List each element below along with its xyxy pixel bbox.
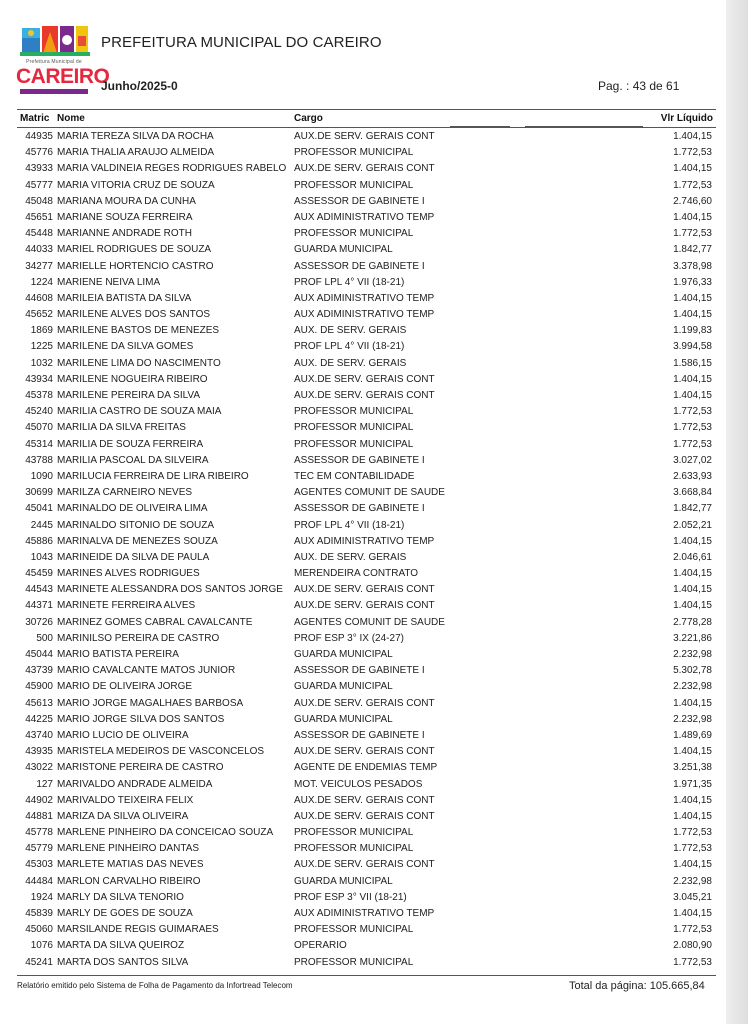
header-rule-mid-a <box>450 126 510 127</box>
cell-cargo: MERENDEIRA CONTRATO <box>294 568 419 580</box>
cell-valor: 1.842,77 <box>673 503 712 515</box>
cell-matric: 45240 <box>25 406 53 418</box>
cell-matric: 45060 <box>25 924 53 936</box>
table-row <box>0 631 726 647</box>
cell-nome: MARINETE ALESSANDRA DOS SANTOS JORGE <box>57 584 283 596</box>
cell-valor: 1.404,15 <box>673 535 712 547</box>
cell-cargo: PROF LPL 4° VII (18-21) <box>294 341 405 353</box>
cell-matric: 45459 <box>25 568 53 580</box>
cell-matric: 1043 <box>30 551 53 563</box>
cell-valor: 1.199,83 <box>673 325 712 337</box>
table-row <box>0 857 726 873</box>
footer-rule <box>17 975 716 976</box>
cell-cargo: AUX.DE SERV. GERAIS CONT <box>294 390 435 401</box>
column-header-valor: Vlr Líquido <box>660 113 713 124</box>
cell-cargo: PROFESSOR MUNICIPAL <box>294 956 414 968</box>
table-row <box>0 744 726 760</box>
cell-matric: 1032 <box>30 357 53 369</box>
cell-nome: MARINILSO PEREIRA DE CASTRO <box>57 632 220 644</box>
cell-matric: 44881 <box>25 810 53 822</box>
table-row <box>0 712 726 728</box>
cell-valor: 1.404,15 <box>673 746 712 758</box>
cell-nome: MARINALDO SITONIO DE SOUZA <box>57 519 215 531</box>
cell-valor: 1.586,15 <box>673 357 712 369</box>
table-row <box>0 291 726 307</box>
cell-cargo: AUX. DE SERV. GERAIS <box>294 357 407 369</box>
cell-valor: 2.778,28 <box>673 616 712 628</box>
cell-matric: 43788 <box>25 454 53 466</box>
table-row <box>0 404 726 420</box>
table-row <box>0 728 726 744</box>
footer-note: Relatório emitido pelo Sistema de Folha de Pagamento da Infortread Telecom <box>17 981 293 990</box>
cell-valor: 1.404,15 <box>673 810 712 822</box>
cell-cargo: GUARDA MUNICIPAL <box>294 681 393 693</box>
cell-matric: 1090 <box>30 470 53 482</box>
cell-matric: 1225 <box>30 341 53 353</box>
cell-nome: MARINALDO DE OLIVEIRA LIMA <box>57 503 208 515</box>
cell-valor: 3.251,38 <box>673 762 712 774</box>
table-row <box>0 129 726 145</box>
cell-nome: MARILENE BASTOS DE MENEZES <box>57 325 220 337</box>
table-row <box>0 372 726 388</box>
cell-cargo: AUX ADIMINISTRATIVO TEMP <box>294 535 435 547</box>
cell-cargo: AUX.DE SERV. GERAIS CONT <box>294 859 435 871</box>
cell-cargo: GUARDA MUNICIPAL <box>294 649 393 660</box>
cell-nome: MARISTELA MEDEIROS DE VASCONCELOS <box>57 746 265 758</box>
cell-nome: MARISTONE PEREIRA DE CASTRO <box>57 762 224 774</box>
cell-valor: 1.976,33 <box>673 276 712 288</box>
cell-valor: 1.404,15 <box>673 163 712 175</box>
cell-nome: MARLENE PINHEIRO DANTAS <box>57 843 200 855</box>
cell-nome: MARIO LUCIO DE OLIVEIRA <box>57 729 189 741</box>
cell-nome: MARIANA MOURA DA CUNHA <box>57 195 196 207</box>
cell-matric: 30699 <box>25 487 53 499</box>
logo-subtitle: Prefeitura Municipal de <box>26 59 82 65</box>
table-row <box>0 566 726 582</box>
cell-matric: 2445 <box>30 519 53 531</box>
table-row <box>0 793 726 809</box>
cell-cargo: PROFESSOR MUNICIPAL <box>294 406 414 418</box>
cell-cargo: ASSESSOR DE GABINETE I <box>294 454 425 466</box>
cell-valor: 2.232,98 <box>673 649 712 660</box>
cell-valor: 2.232,98 <box>673 713 712 725</box>
cell-nome: MARINEZ GOMES CABRAL CAVALCANTE <box>57 616 253 628</box>
cell-cargo: GUARDA MUNICIPAL <box>294 244 393 256</box>
logo-wordmark: CAREIRO <box>16 65 110 88</box>
cell-nome: MARLENE PINHEIRO DA CONCEICAO SOUZA <box>57 827 274 839</box>
table-row <box>0 453 726 469</box>
cell-valor: 3.045,21 <box>673 891 712 903</box>
table-row <box>0 259 726 275</box>
cell-matric: 45448 <box>25 228 53 240</box>
cell-matric: 43934 <box>25 373 53 385</box>
cell-valor: 3.994,58 <box>673 341 712 353</box>
cell-cargo: AGENTE DE ENDEMIAS TEMP <box>294 762 438 774</box>
cell-cargo: AUX.DE SERV. GERAIS CONT <box>294 131 435 142</box>
table-row <box>0 906 726 922</box>
cell-nome: MARILIA DE SOUZA FERREIRA <box>57 438 204 450</box>
cell-nome: MARIO JORGE MAGALHAES BARBOSA <box>57 697 244 709</box>
cell-nome: MARIA VALDINEIA REGES RODRIGUES RABELO <box>57 163 287 175</box>
cell-nome: MARILIA PASCOAL DA SILVEIRA <box>57 454 209 466</box>
cell-cargo: AUX.DE SERV. GERAIS CONT <box>294 697 435 709</box>
cell-cargo: AUX ADIMINISTRATIVO TEMP <box>294 309 435 321</box>
cell-valor: 1.772,53 <box>673 843 712 855</box>
cell-valor: 2.746,60 <box>673 195 712 207</box>
cell-matric: 45041 <box>25 503 53 515</box>
page-total: Total da página: 105.665,84 <box>569 980 705 992</box>
cell-valor: 1.772,53 <box>673 147 712 159</box>
cell-matric: 44033 <box>25 244 53 256</box>
header-rule-mid-b <box>525 126 643 127</box>
cell-cargo: AUX ADIMINISTRATIVO TEMP <box>294 292 435 304</box>
cell-matric: 43740 <box>25 729 53 741</box>
cell-nome: MARILEIA BATISTA DA SILVA <box>57 292 192 304</box>
cell-nome: MARILUCIA FERREIRA DE LIRA RIBEIRO <box>57 470 249 482</box>
table-row <box>0 938 726 954</box>
table-row <box>0 339 726 355</box>
cell-nome: MARIO CAVALCANTE MATOS JUNIOR <box>57 665 236 677</box>
cell-valor: 5.302,78 <box>673 665 712 677</box>
table-row <box>0 615 726 631</box>
cell-valor: 1.772,53 <box>673 406 712 418</box>
column-header-matric: Matric <box>20 113 50 124</box>
cell-nome: MARIVALDO ANDRADE ALMEIDA <box>57 778 213 790</box>
cell-matric: 45652 <box>25 309 53 321</box>
cell-cargo: AUX.DE SERV. GERAIS CONT <box>294 584 435 596</box>
cell-cargo: AUX. DE SERV. GERAIS <box>294 325 407 337</box>
cell-valor: 1.772,53 <box>673 827 712 839</box>
table-row <box>0 955 726 971</box>
cell-cargo: ASSESSOR DE GABINETE I <box>294 195 425 207</box>
cell-nome: MARINALVA DE MENEZES SOUZA <box>57 535 218 547</box>
cell-matric: 43935 <box>25 746 53 758</box>
cell-valor: 2.080,90 <box>673 940 712 952</box>
cell-nome: MARIANE SOUZA FERREIRA <box>57 211 193 223</box>
cell-matric: 45900 <box>25 681 53 693</box>
cell-cargo: PROFESSOR MUNICIPAL <box>294 843 414 855</box>
cell-valor: 1.772,53 <box>673 179 712 191</box>
cell-cargo: AUX.DE SERV. GERAIS CONT <box>294 810 435 822</box>
cell-cargo: PROFESSOR MUNICIPAL <box>294 228 414 240</box>
cell-matric: 45651 <box>25 211 53 223</box>
cell-matric: 44484 <box>25 875 53 887</box>
cell-valor: 2.046,61 <box>673 551 712 563</box>
table-row <box>0 518 726 534</box>
cell-nome: MARINES ALVES RODRIGUES <box>57 568 200 580</box>
table-row <box>0 582 726 598</box>
cell-cargo: AUX.DE SERV. GERAIS CONT <box>294 600 435 612</box>
cell-nome: MARIEL RODRIGUES DE SOUZA <box>57 244 212 256</box>
cell-cargo: PROF LPL 4° VII (18-21) <box>294 519 405 531</box>
cell-cargo: PROF ESP 3° IX (24-27) <box>294 632 404 644</box>
cell-matric: 45839 <box>25 908 53 919</box>
table-row <box>0 242 726 258</box>
table-row <box>0 437 726 453</box>
cell-cargo: PROFESSOR MUNICIPAL <box>294 827 414 839</box>
cell-valor: 1.842,77 <box>673 244 712 256</box>
cell-nome: MARLY DA SILVA TENORIO <box>57 891 184 903</box>
header-rule-bottom <box>17 127 716 128</box>
table-row <box>0 420 726 436</box>
cell-matric: 45070 <box>25 422 53 434</box>
cell-valor: 1.404,15 <box>673 794 712 806</box>
cell-valor: 2.232,98 <box>673 681 712 693</box>
page-number: Pag. : 43 de 61 <box>598 79 680 93</box>
cell-matric: 43022 <box>25 762 53 774</box>
column-header-nome: Nome <box>57 113 85 124</box>
cell-matric: 34277 <box>25 260 53 272</box>
table-row <box>0 469 726 485</box>
cell-valor: 1.772,53 <box>673 956 712 968</box>
cell-cargo: ASSESSOR DE GABINETE I <box>294 729 425 741</box>
cell-matric: 44371 <box>25 600 53 612</box>
cell-matric: 45314 <box>25 438 53 450</box>
table-row <box>0 388 726 404</box>
cell-cargo: PROFESSOR MUNICIPAL <box>294 438 414 450</box>
page-edge-shadow <box>726 0 748 1024</box>
cell-valor: 1.404,15 <box>673 600 712 612</box>
cell-cargo: ASSESSOR DE GABINETE I <box>294 665 425 677</box>
table-row <box>0 647 726 663</box>
cell-cargo: PROF ESP 3° VII (18-21) <box>294 891 407 903</box>
report-period: Junho/2025-0 <box>101 79 178 93</box>
table-row <box>0 194 726 210</box>
cell-nome: MARLY DE GOES DE SOUZA <box>57 908 193 919</box>
cell-nome: MARTA DOS SANTOS SILVA <box>57 956 189 968</box>
cell-cargo: OPERARIO <box>294 940 347 952</box>
table-row <box>0 922 726 938</box>
cell-cargo: AGENTES COMUNIT DE SAUDE <box>294 616 445 628</box>
cell-cargo: PROFESSOR MUNICIPAL <box>294 422 414 434</box>
cell-cargo: AUX.DE SERV. GERAIS CONT <box>294 746 435 758</box>
cell-cargo: GUARDA MUNICIPAL <box>294 713 393 725</box>
table-row <box>0 501 726 517</box>
cell-nome: MARILZA CARNEIRO NEVES <box>57 487 193 499</box>
cell-valor: 1.404,15 <box>673 309 712 321</box>
cell-cargo: PROFESSOR MUNICIPAL <box>294 147 414 159</box>
cell-matric: 45241 <box>25 956 53 968</box>
cell-matric: 44902 <box>25 794 53 806</box>
cell-cargo: AUX.DE SERV. GERAIS CONT <box>294 794 435 806</box>
cell-nome: MARILIA DA SILVA FREITAS <box>57 422 186 434</box>
cell-matric: 45044 <box>25 649 53 660</box>
cell-nome: MARILENE DA SILVA GOMES <box>57 341 194 353</box>
cell-nome: MARIA TEREZA SILVA DA ROCHA <box>57 131 214 142</box>
table-row <box>0 841 726 857</box>
cell-cargo: AUX.DE SERV. GERAIS CONT <box>294 163 435 175</box>
cell-cargo: AUX. DE SERV. GERAIS <box>294 551 407 563</box>
cell-matric: 45048 <box>25 195 53 207</box>
cell-matric: 1924 <box>30 891 53 903</box>
cell-valor: 1.404,15 <box>673 292 712 304</box>
cell-valor: 1.404,15 <box>673 908 712 919</box>
cell-nome: MARLETE MATIAS DAS NEVES <box>57 859 204 871</box>
table-row <box>0 307 726 323</box>
cell-valor: 2.052,21 <box>673 519 712 531</box>
cell-nome: MARLON CARVALHO RIBEIRO <box>57 875 201 887</box>
cell-nome: MARILENE LIMA DO NASCIMENTO <box>57 357 221 369</box>
cell-matric: 44225 <box>25 713 53 725</box>
cell-nome: MARILENE PEREIRA DA SILVA <box>57 390 201 401</box>
table-row <box>0 485 726 501</box>
cell-cargo: MOT. VEICULOS PESADOS <box>294 778 423 790</box>
table-row <box>0 679 726 695</box>
table-row <box>0 809 726 825</box>
cell-valor: 1.404,15 <box>673 584 712 596</box>
cell-matric: 45886 <box>25 535 53 547</box>
cell-nome: MARIO DE OLIVEIRA JORGE <box>57 681 193 693</box>
cell-matric: 45778 <box>25 827 53 839</box>
cell-valor: 1.404,15 <box>673 211 712 223</box>
cell-valor: 1.772,53 <box>673 924 712 936</box>
cell-matric: 127 <box>36 778 53 790</box>
cell-valor: 1.404,15 <box>673 568 712 580</box>
table-row <box>0 161 726 177</box>
cell-valor: 3.378,98 <box>673 260 712 272</box>
cell-matric: 44543 <box>25 584 53 596</box>
cell-nome: MARILENE NOGUEIRA RIBEIRO <box>57 373 208 385</box>
cell-valor: 3.027,02 <box>673 454 712 466</box>
table-row <box>0 356 726 372</box>
cell-nome: MARILIA CASTRO DE SOUZA MAIA <box>57 406 222 418</box>
cell-nome: MARIVALDO TEIXEIRA FELIX <box>57 794 194 806</box>
cell-matric: 30726 <box>25 616 53 628</box>
cell-nome: MARIO BATISTA PEREIRA <box>57 649 179 660</box>
table-row <box>0 825 726 841</box>
cell-matric: 1224 <box>30 276 53 288</box>
cell-matric: 44608 <box>25 292 53 304</box>
municipal-emblem-icon <box>20 24 90 58</box>
cell-nome: MARILENE ALVES DOS SANTOS <box>57 309 211 321</box>
cell-valor: 2.232,98 <box>673 875 712 887</box>
careiro-logo <box>16 24 110 102</box>
cell-cargo: PROF LPL 4° VII (18-21) <box>294 276 405 288</box>
payroll-table <box>0 129 726 971</box>
cell-valor: 3.668,84 <box>673 487 712 499</box>
cell-valor: 1.404,15 <box>673 373 712 385</box>
cell-nome: MARIANNE ANDRADE ROTH <box>57 228 193 240</box>
logo-bar <box>20 89 88 94</box>
cell-cargo: PROFESSOR MUNICIPAL <box>294 924 414 936</box>
cell-cargo: AUX.DE SERV. GERAIS CONT <box>294 373 435 385</box>
table-row <box>0 178 726 194</box>
cell-cargo: ASSESSOR DE GABINETE I <box>294 503 425 515</box>
cell-valor: 1.489,69 <box>673 729 712 741</box>
cell-matric: 45378 <box>25 390 53 401</box>
cell-cargo: ASSESSOR DE GABINETE I <box>294 260 425 272</box>
cell-nome: MARSILANDE REGIS GUIMARAES <box>57 924 219 936</box>
cell-valor: 1.772,53 <box>673 422 712 434</box>
cell-valor: 1.404,15 <box>673 390 712 401</box>
table-row <box>0 777 726 793</box>
cell-cargo: TEC EM CONTABILIDADE <box>294 470 415 482</box>
cell-valor: 1.971,35 <box>673 778 712 790</box>
table-row <box>0 534 726 550</box>
cell-valor: 1.404,15 <box>673 697 712 709</box>
table-row <box>0 226 726 242</box>
cell-cargo: AUX ADIMINISTRATIVO TEMP <box>294 908 435 919</box>
table-row <box>0 145 726 161</box>
cell-matric: 45303 <box>25 859 53 871</box>
cell-valor: 1.772,53 <box>673 228 712 240</box>
cell-nome: MARIZA DA SILVA OLIVEIRA <box>57 810 189 822</box>
cell-matric: 1869 <box>30 325 53 337</box>
table-row <box>0 275 726 291</box>
cell-valor: 3.221,86 <box>673 632 712 644</box>
table-row <box>0 696 726 712</box>
cell-matric: 45777 <box>25 179 53 191</box>
report-title: PREFEITURA MUNICIPAL DO CAREIRO <box>101 34 382 51</box>
table-row <box>0 323 726 339</box>
table-row <box>0 550 726 566</box>
cell-matric: 43933 <box>25 163 53 175</box>
cell-matric: 43739 <box>25 665 53 677</box>
cell-nome: MARIA THALIA ARAUJO ALMEIDA <box>57 147 215 159</box>
table-row <box>0 874 726 890</box>
cell-matric: 44935 <box>25 131 53 142</box>
cell-matric: 45779 <box>25 843 53 855</box>
table-row <box>0 210 726 226</box>
header-rule-top <box>17 109 716 110</box>
cell-nome: MARINEIDE DA SILVA DE PAULA <box>57 551 210 563</box>
table-row <box>0 663 726 679</box>
cell-nome: MARIO JORGE SILVA DOS SANTOS <box>57 713 225 725</box>
table-row <box>0 760 726 776</box>
cell-matric: 1076 <box>30 940 53 952</box>
cell-matric: 45613 <box>25 697 53 709</box>
table-row <box>0 890 726 906</box>
cell-valor: 1.404,15 <box>673 859 712 871</box>
cell-valor: 1.404,15 <box>673 131 712 142</box>
cell-valor: 2.633,93 <box>673 470 712 482</box>
cell-nome: MARINETE FERREIRA ALVES <box>57 600 196 612</box>
cell-cargo: AGENTES COMUNIT DE SAUDE <box>294 487 445 499</box>
cell-nome: MARIENE NEIVA LIMA <box>57 276 161 288</box>
column-header-cargo: Cargo <box>294 113 323 124</box>
cell-nome: MARIELLE HORTENCIO CASTRO <box>57 260 214 272</box>
cell-nome: MARIA VITORIA CRUZ DE SOUZA <box>57 179 215 191</box>
cell-matric: 45776 <box>25 147 53 159</box>
cell-cargo: AUX ADIMINISTRATIVO TEMP <box>294 211 435 223</box>
cell-nome: MARTA DA SILVA QUEIROZ <box>57 940 185 952</box>
cell-cargo: PROFESSOR MUNICIPAL <box>294 179 414 191</box>
cell-valor: 1.772,53 <box>673 438 712 450</box>
cell-matric: 500 <box>36 632 53 644</box>
table-row <box>0 598 726 614</box>
cell-cargo: GUARDA MUNICIPAL <box>294 875 393 887</box>
